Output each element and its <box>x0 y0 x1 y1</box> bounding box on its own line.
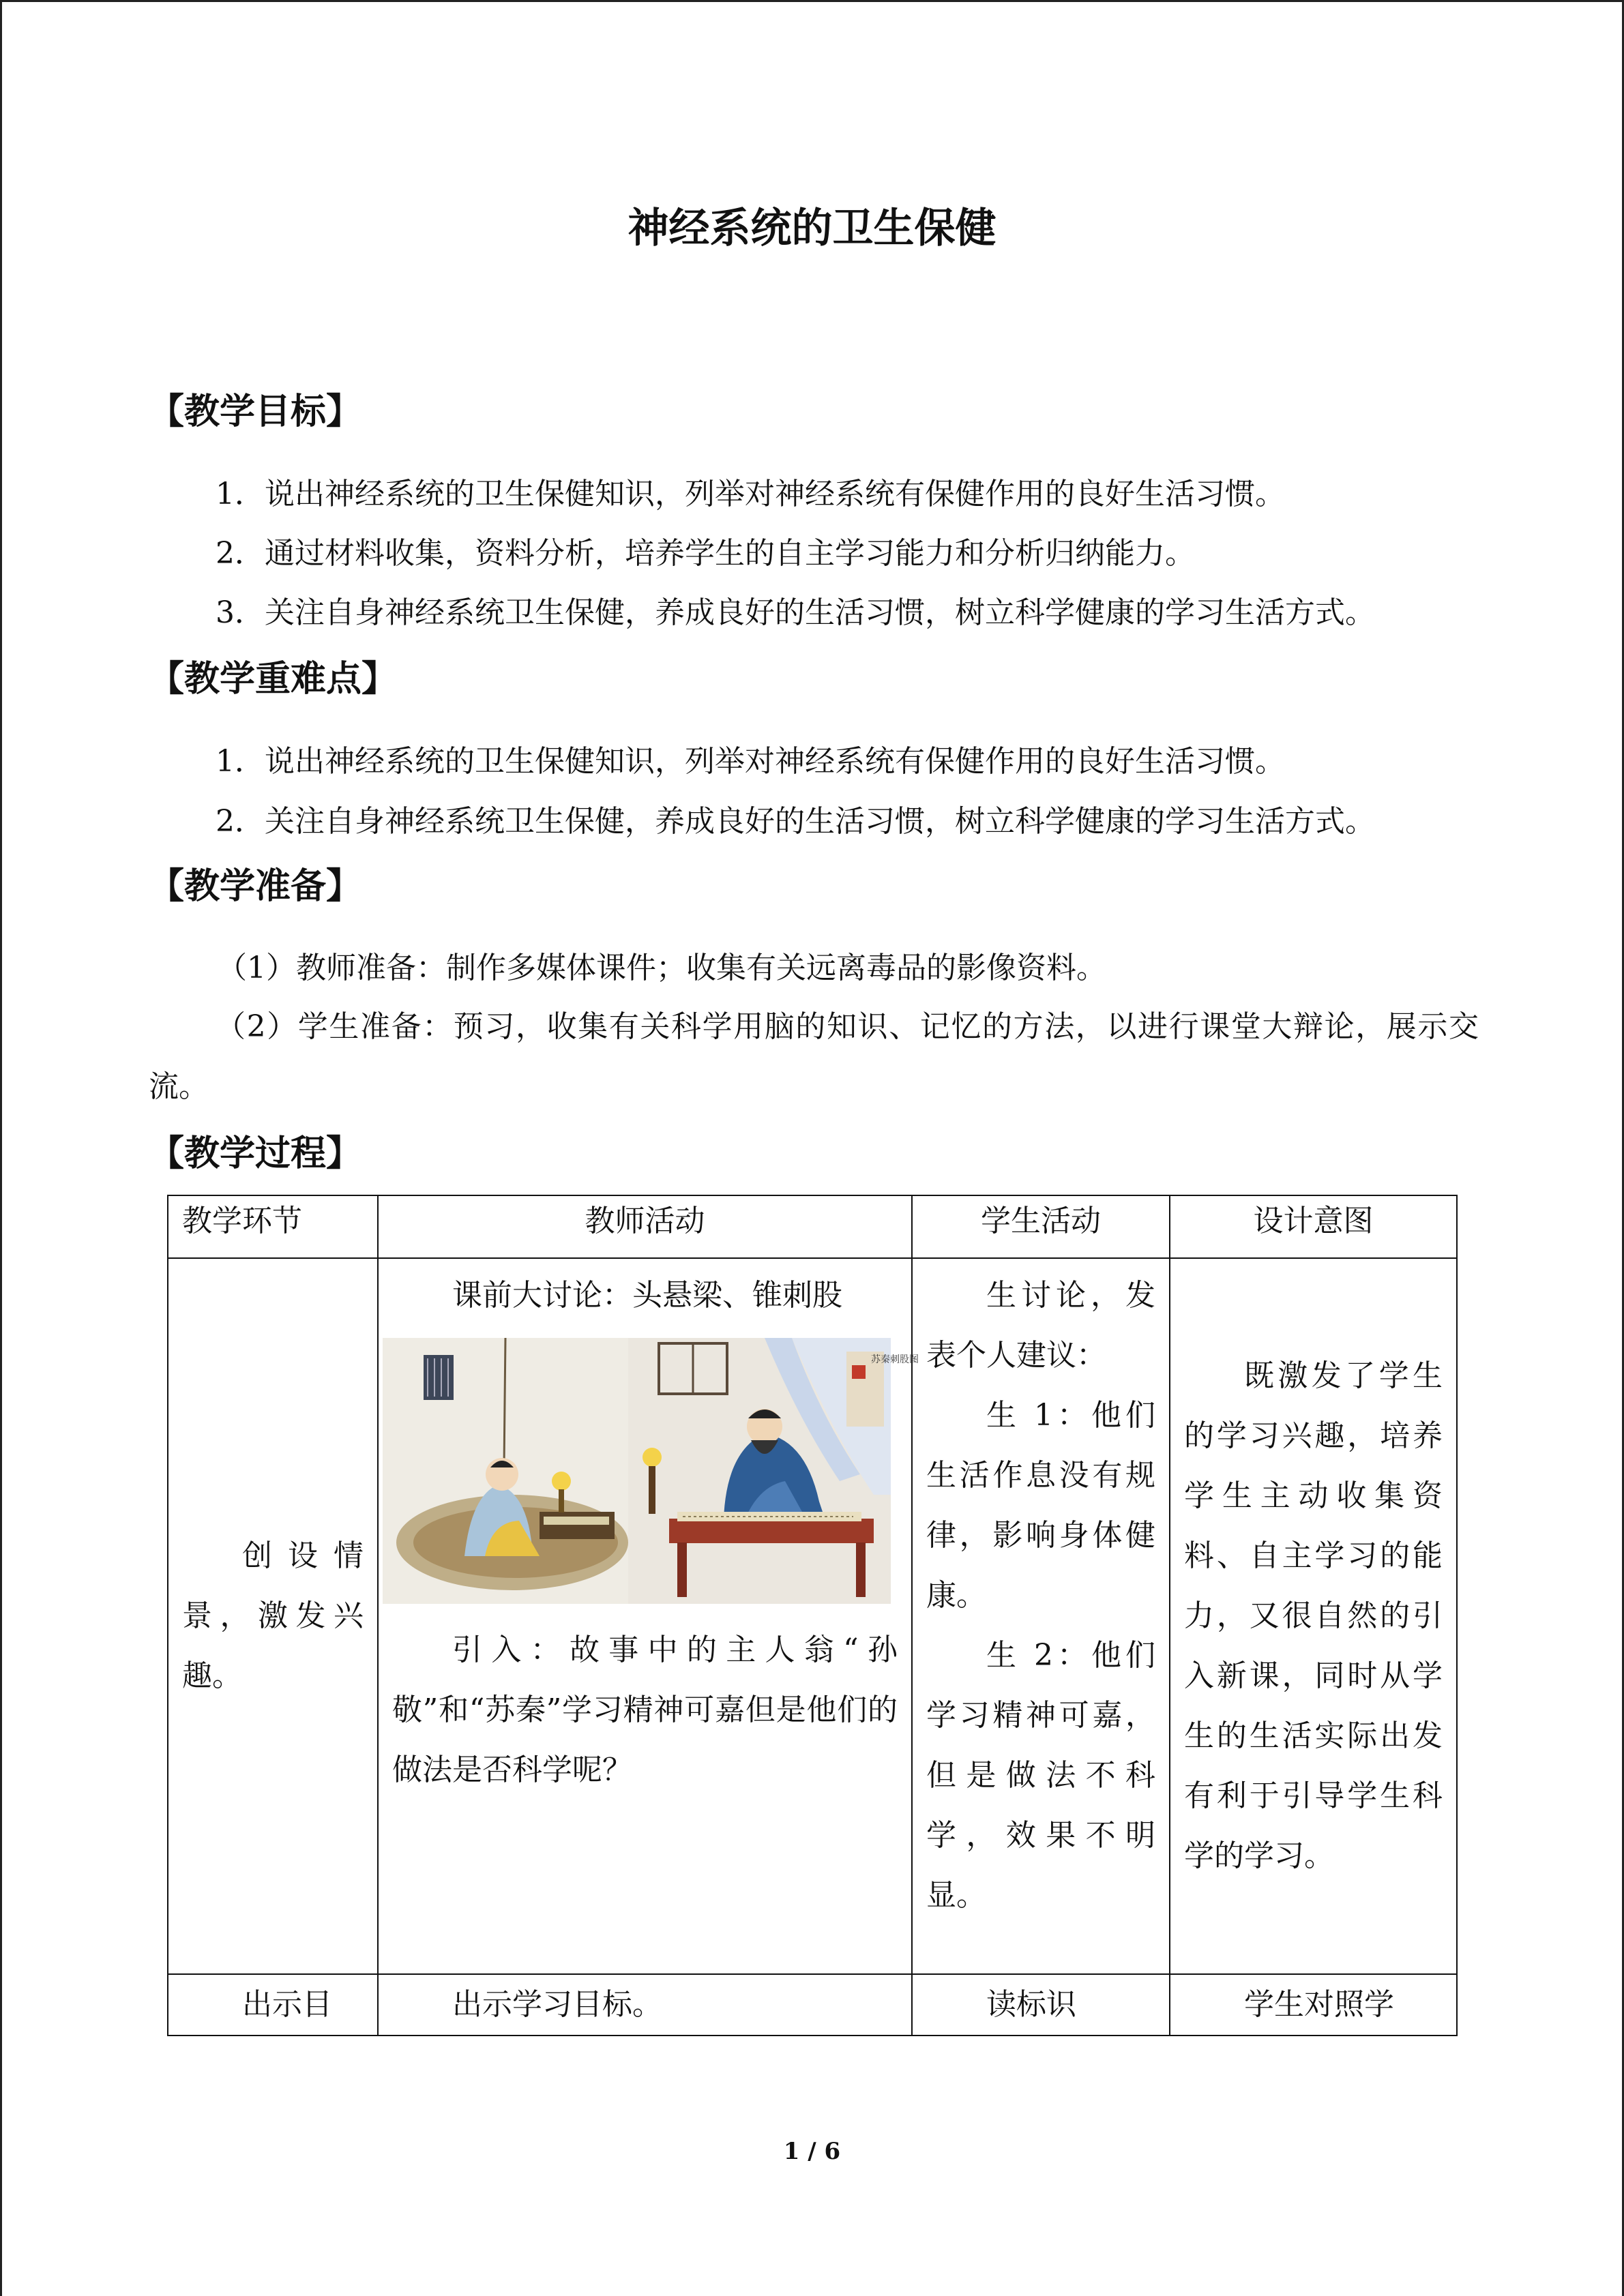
preparation-heading: 【教学准备】 <box>149 865 362 907</box>
table-header-row <box>168 1195 1457 1258</box>
student-text-3: 生 2：他们学习精神可嘉，但是做法不科学，效果不明显。 <box>926 1638 1155 1913</box>
table-row <box>168 1258 1457 1974</box>
stage-text: 出示目 <box>242 1987 332 2022</box>
student-text-2: 生 1：他们生活作息没有规律，影响身体健康。 <box>926 1398 1155 1613</box>
story-illustration <box>383 1338 919 1604</box>
key-point-item-1: 1．说出神经系统的卫生保健知识，列举对神经系统有保健作用的良好生活习惯。 <box>216 744 1285 779</box>
objective-item-3: 3．关注自身神经系统卫生保健，养成良好的生活习惯，树立科学健康的学习生活方式。 <box>216 595 1375 630</box>
page-number: 1 / 6 <box>783 2138 841 2165</box>
objective-item-1: 1．说出神经系统的卫生保健知识，列举对神经系统有保健作用的良好生活习惯。 <box>216 477 1285 511</box>
teacher-activity-cell <box>378 1974 912 2036</box>
teacher-intro-text: 课前大讨论：头悬梁、锥刺股 <box>452 1278 842 1313</box>
column-header-intent: 设计意图 <box>1170 1195 1457 1258</box>
preparation-item-2: （2）学生准备：预习，收集有关科学用脑的知识、记忆的方法，以进行课堂大辩论，展示交流。 <box>149 1009 1479 1104</box>
process-table <box>167 1195 1458 2036</box>
teacher-activity-cell <box>378 1258 919 1974</box>
objectives-heading: 【教学目标】 <box>149 391 362 432</box>
student-text-1: 生讨论，发表个人建议： <box>926 1278 1155 1373</box>
key-points-heading: 【教学重难点】 <box>149 658 398 700</box>
process-heading: 【教学过程】 <box>149 1133 362 1174</box>
intent-cell <box>1170 1258 1457 1974</box>
preparation-item-1: （1）教师准备：制作多媒体课件；收集有关远离毒品的影像资料。 <box>217 951 1106 985</box>
intent-cell <box>1170 1974 1457 2036</box>
stage-cell <box>168 1258 378 1974</box>
stage-cell <box>168 1974 378 2036</box>
column-header-student: 学生活动 <box>912 1195 1170 1258</box>
student-text: 读标识 <box>986 1987 1076 2022</box>
key-point-item-2: 2．关注自身神经系统卫生保健，养成良好的生活习惯，树立科学健康的学习生活方式。 <box>216 804 1375 839</box>
column-header-stage: 教学环节 <box>168 1195 378 1258</box>
table-row <box>168 1974 1457 2036</box>
column-header-teacher: 教师活动 <box>378 1195 912 1258</box>
page-title: 神经系统的卫生保健 <box>628 205 996 252</box>
teacher-lead-text: 引入：故事中的主人翁“孙敬”和“苏秦”学习精神可嘉但是他们的做法是否科学呢？ <box>392 1632 898 1787</box>
intent-text: 既激发了学生的学习兴趣，培养学生主动收集资料、自主学习的能力，又很自然的引入新课，同时从学生的生活实际出发有利于引导学生科学的学习。 <box>1184 1358 1443 1873</box>
illustration-seal-text: 苏秦刺股图 <box>871 1354 919 1365</box>
stage-text: 创设情景，激发兴趣。 <box>182 1538 364 1693</box>
intent-text: 学生对照学 <box>1244 1987 1394 2022</box>
teacher-text: 出示学习目标。 <box>452 1987 662 2022</box>
student-activity-cell <box>912 1974 1170 2036</box>
student-activity-cell <box>912 1258 1170 1974</box>
objective-item-2: 2．通过材料收集，资料分析，培养学生的自主学习能力和分析归纳能力。 <box>216 536 1195 571</box>
